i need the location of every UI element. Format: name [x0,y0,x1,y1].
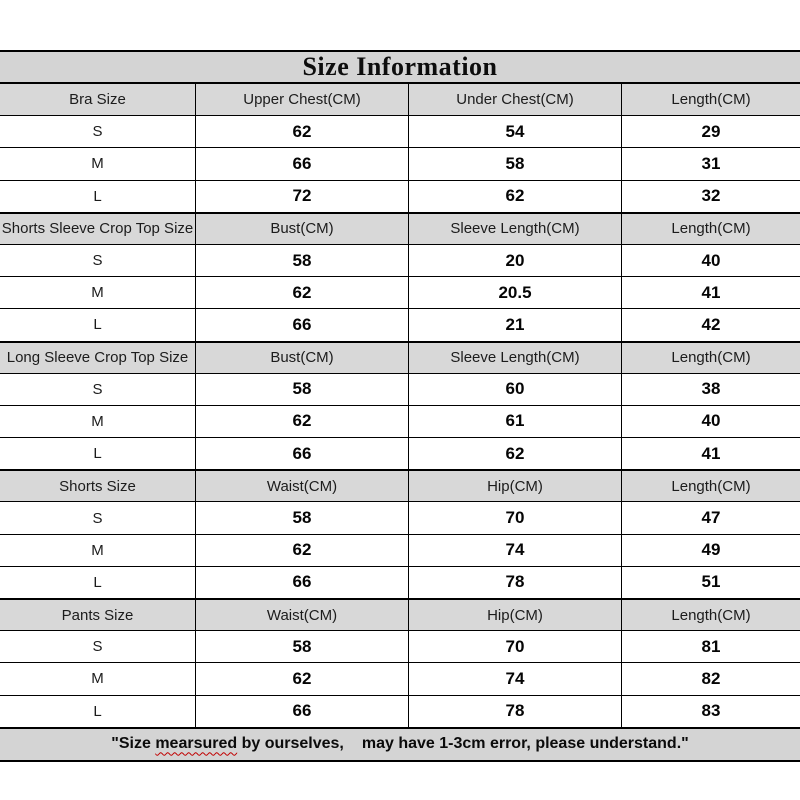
size-label-cell: M [0,406,196,437]
measurement-value-cell: 66 [196,696,409,727]
page-title: Size Information [302,52,498,81]
size-data-row [0,148,800,180]
section-name-cell: Long Sleeve Crop Top Size [0,343,196,373]
measurement-value-cell: 21 [409,309,622,340]
measurement-value-cell: 51 [701,572,721,592]
size-label-cell: L [0,567,196,598]
measurement-value-cell: 58 [196,245,409,276]
size-data-row [0,438,800,470]
measurement-value-cell: 58 [196,631,409,662]
size-data-row [0,631,800,663]
measurement-value-cell: 29 [701,121,721,141]
size-label-cell: S [0,502,196,533]
measurement-value-cell: 61 [409,406,622,437]
measurement-value-cell: 31 [701,153,721,173]
size-label-cell: L [0,696,196,727]
column-header-cell: Bust(CM) [196,343,409,373]
column-header-cell: Under Chest(CM) [409,84,622,115]
size-label-cell: S [0,631,196,662]
section-name-cell: Shorts Size [0,471,196,501]
measurement-value-cell: 82 [701,668,721,688]
measurement-value-cell: 62 [196,277,409,308]
section-name-cell: Bra Size [0,84,196,115]
measurement-value-cell: 70 [409,502,622,533]
size-label-cell: M [0,535,196,566]
measurement-value-cell: 74 [409,663,622,694]
measurement-value-cell: 66 [196,309,409,340]
measurement-value-cell: 78 [409,567,622,598]
measurement-value-cell: 32 [701,186,721,206]
measurement-value-cell: 58 [196,374,409,405]
section-header-row [0,599,800,631]
size-data-row [0,535,800,567]
size-data-row [0,696,800,728]
table-title-bar [0,50,800,84]
section-name-cell: Shorts Sleeve Crop Top Size [0,214,196,244]
column-header-cell: Length(CM) [671,220,751,238]
size-data-row [0,374,800,406]
column-header-cell: Hip(CM) [409,471,622,501]
footer-note [0,728,800,762]
measurement-value-cell: 62 [409,438,622,469]
measurement-value-cell: 66 [196,148,409,179]
column-header-cell: Waist(CM) [196,471,409,501]
size-label-cell: S [0,116,196,147]
section-header-row [0,470,800,502]
size-label-cell: L [0,438,196,469]
size-data-row [0,567,800,599]
section-header-row [0,213,800,245]
measurement-value-cell: 74 [409,535,622,566]
column-header-cell: Length(CM) [671,477,751,495]
measurement-value-cell: 54 [409,116,622,147]
column-header-cell: Length(CM) [671,91,751,109]
size-data-row [0,309,800,341]
measurement-value-cell: 20 [409,245,622,276]
measurement-value-cell: 40 [701,250,721,270]
measurement-value-cell: 81 [701,636,721,656]
measurement-value-cell: 83 [701,701,721,721]
measurement-value-cell: 41 [701,282,721,302]
size-table-body [0,84,800,728]
size-label-cell: M [0,148,196,179]
footer-misspelled-word: mearsured [155,735,238,753]
column-header-cell: Sleeve Length(CM) [409,214,622,244]
size-label-cell: M [0,277,196,308]
measurement-value-cell: 20.5 [409,277,622,308]
section-header-row [0,84,800,116]
column-header-cell: Upper Chest(CM) [196,84,409,115]
measurement-value-cell: 62 [196,406,409,437]
measurement-value-cell: 66 [196,438,409,469]
size-data-row [0,181,800,213]
measurement-value-cell: 60 [409,374,622,405]
section-header-row [0,342,800,374]
column-header-cell: Waist(CM) [196,600,409,630]
size-data-row [0,502,800,534]
size-label-cell: M [0,663,196,694]
size-table [0,50,800,762]
size-data-row [0,245,800,277]
measurement-value-cell: 40 [701,411,721,431]
footer-note-part2: by ourselves, [237,735,344,753]
size-label-cell: L [0,309,196,340]
measurement-value-cell: 47 [701,508,721,528]
column-header-cell: Length(CM) [671,349,751,367]
measurement-value-cell: 41 [701,443,721,463]
footer-note-part1: "Size [111,735,156,753]
section-name-cell: Pants Size [0,600,196,630]
column-header-cell: Length(CM) [671,606,751,624]
measurement-value-cell: 38 [701,379,721,399]
size-label-cell: S [0,245,196,276]
footer-note-part3: may have 1-3cm error, please understand." [361,735,689,753]
measurement-value-cell: 62 [196,116,409,147]
size-label-cell: S [0,374,196,405]
column-header-cell: Bust(CM) [196,214,409,244]
measurement-value-cell: 58 [409,148,622,179]
measurement-value-cell: 78 [409,696,622,727]
measurement-value-cell: 62 [409,181,622,212]
size-label-cell: L [0,181,196,212]
measurement-value-cell: 72 [196,181,409,212]
measurement-value-cell: 70 [409,631,622,662]
measurement-value-cell: 58 [196,502,409,533]
size-data-row [0,406,800,438]
measurement-value-cell: 62 [196,535,409,566]
measurement-value-cell: 49 [701,540,721,560]
column-header-cell: Hip(CM) [409,600,622,630]
measurement-value-cell: 62 [196,663,409,694]
size-data-row [0,277,800,309]
measurement-value-cell: 42 [701,314,721,334]
size-data-row [0,663,800,695]
column-header-cell: Sleeve Length(CM) [409,343,622,373]
size-data-row [0,116,800,148]
measurement-value-cell: 66 [196,567,409,598]
